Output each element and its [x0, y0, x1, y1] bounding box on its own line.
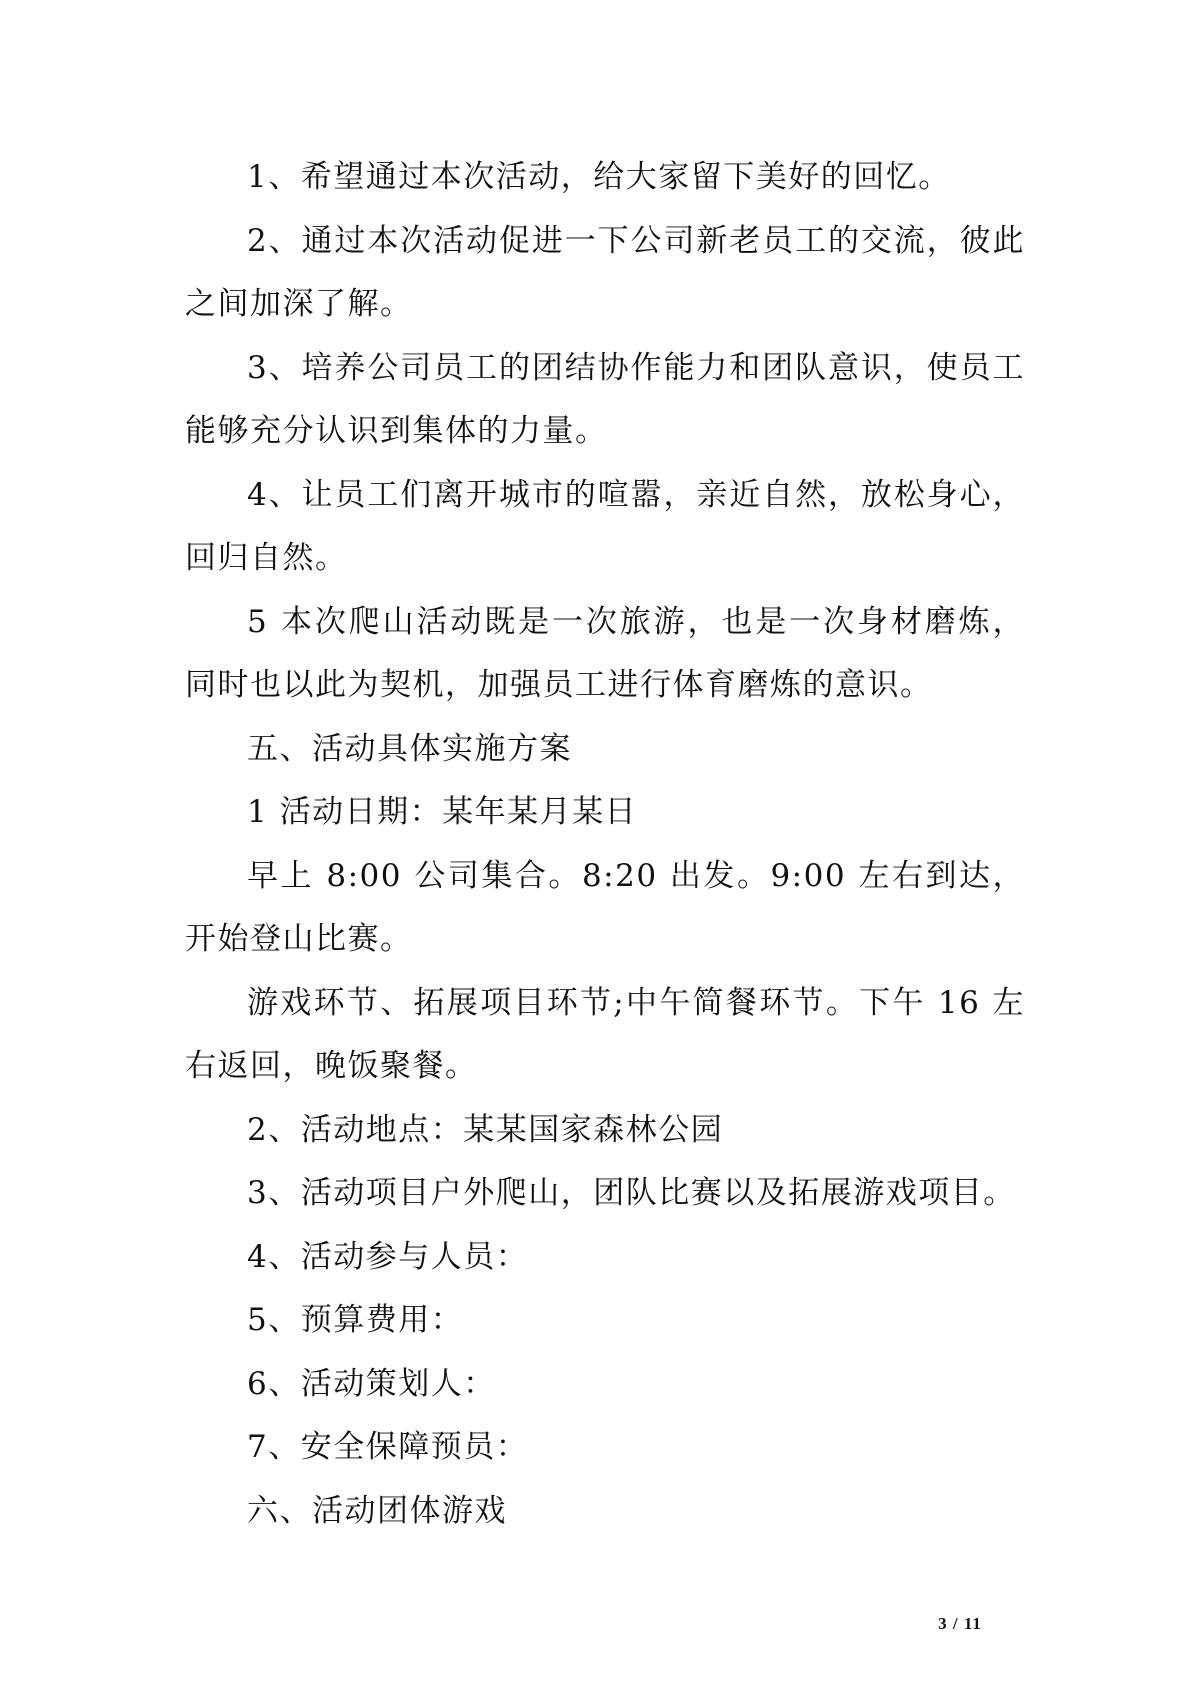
paragraph-goal-1: 1、希望通过本次活动，给大家留下美好的回忆。: [247, 159, 951, 195]
paragraph-activities: 3、活动项目户外爬山，团队比赛以及拓展游戏项目。: [247, 1175, 1016, 1211]
paragraph-budget: 5、预算费用：: [247, 1302, 464, 1338]
paragraph-goal-3: 3、培养公司员工的团结协作能力和团队意识，使员工能够充分认识到集体的力量。: [185, 349, 1025, 449]
paragraph-morning-schedule: 早上 8:00 公司集合。8:20 出发。9:00 左右到达，开始登山比赛。: [185, 857, 1025, 957]
paragraph-location: 2、活动地点：某某国家森林公园: [247, 1111, 724, 1148]
paragraph-goal-4: 4、让员工们离开城市的喧嚣，亲近自然，放松身心，回归自然。: [185, 476, 1025, 576]
paragraph-safety: 7、安全保障预员：: [247, 1429, 529, 1465]
paragraph-goal-2: 2、通过本次活动促进一下公司新老员工的交流，彼此之间加深了解。: [185, 222, 1025, 322]
paragraph-afternoon-schedule: 游戏环节、拓展项目环节;中午简餐环节。下午 16 左右返回，晚饭聚餐。: [185, 984, 1025, 1084]
section-heading-6: 六、活动团体游戏: [247, 1492, 507, 1529]
page-number: 3 / 11: [938, 1614, 982, 1633]
document-body: [185, 146, 1025, 1543]
paragraph-date: 1 活动日期：某年某月某日: [247, 794, 638, 830]
section-heading-5: 五、活动具体实施方案: [247, 730, 572, 767]
paragraph-goal-5: 5 本次爬山活动既是一次旅游，也是一次身材磨炼，同时也以此为契机，加强员工进行体育磨炼的意识。: [185, 603, 1025, 703]
paragraph-participants: 4、活动参与人员：: [247, 1238, 529, 1275]
paragraph-planner: 6、活动策划人：: [247, 1365, 496, 1402]
